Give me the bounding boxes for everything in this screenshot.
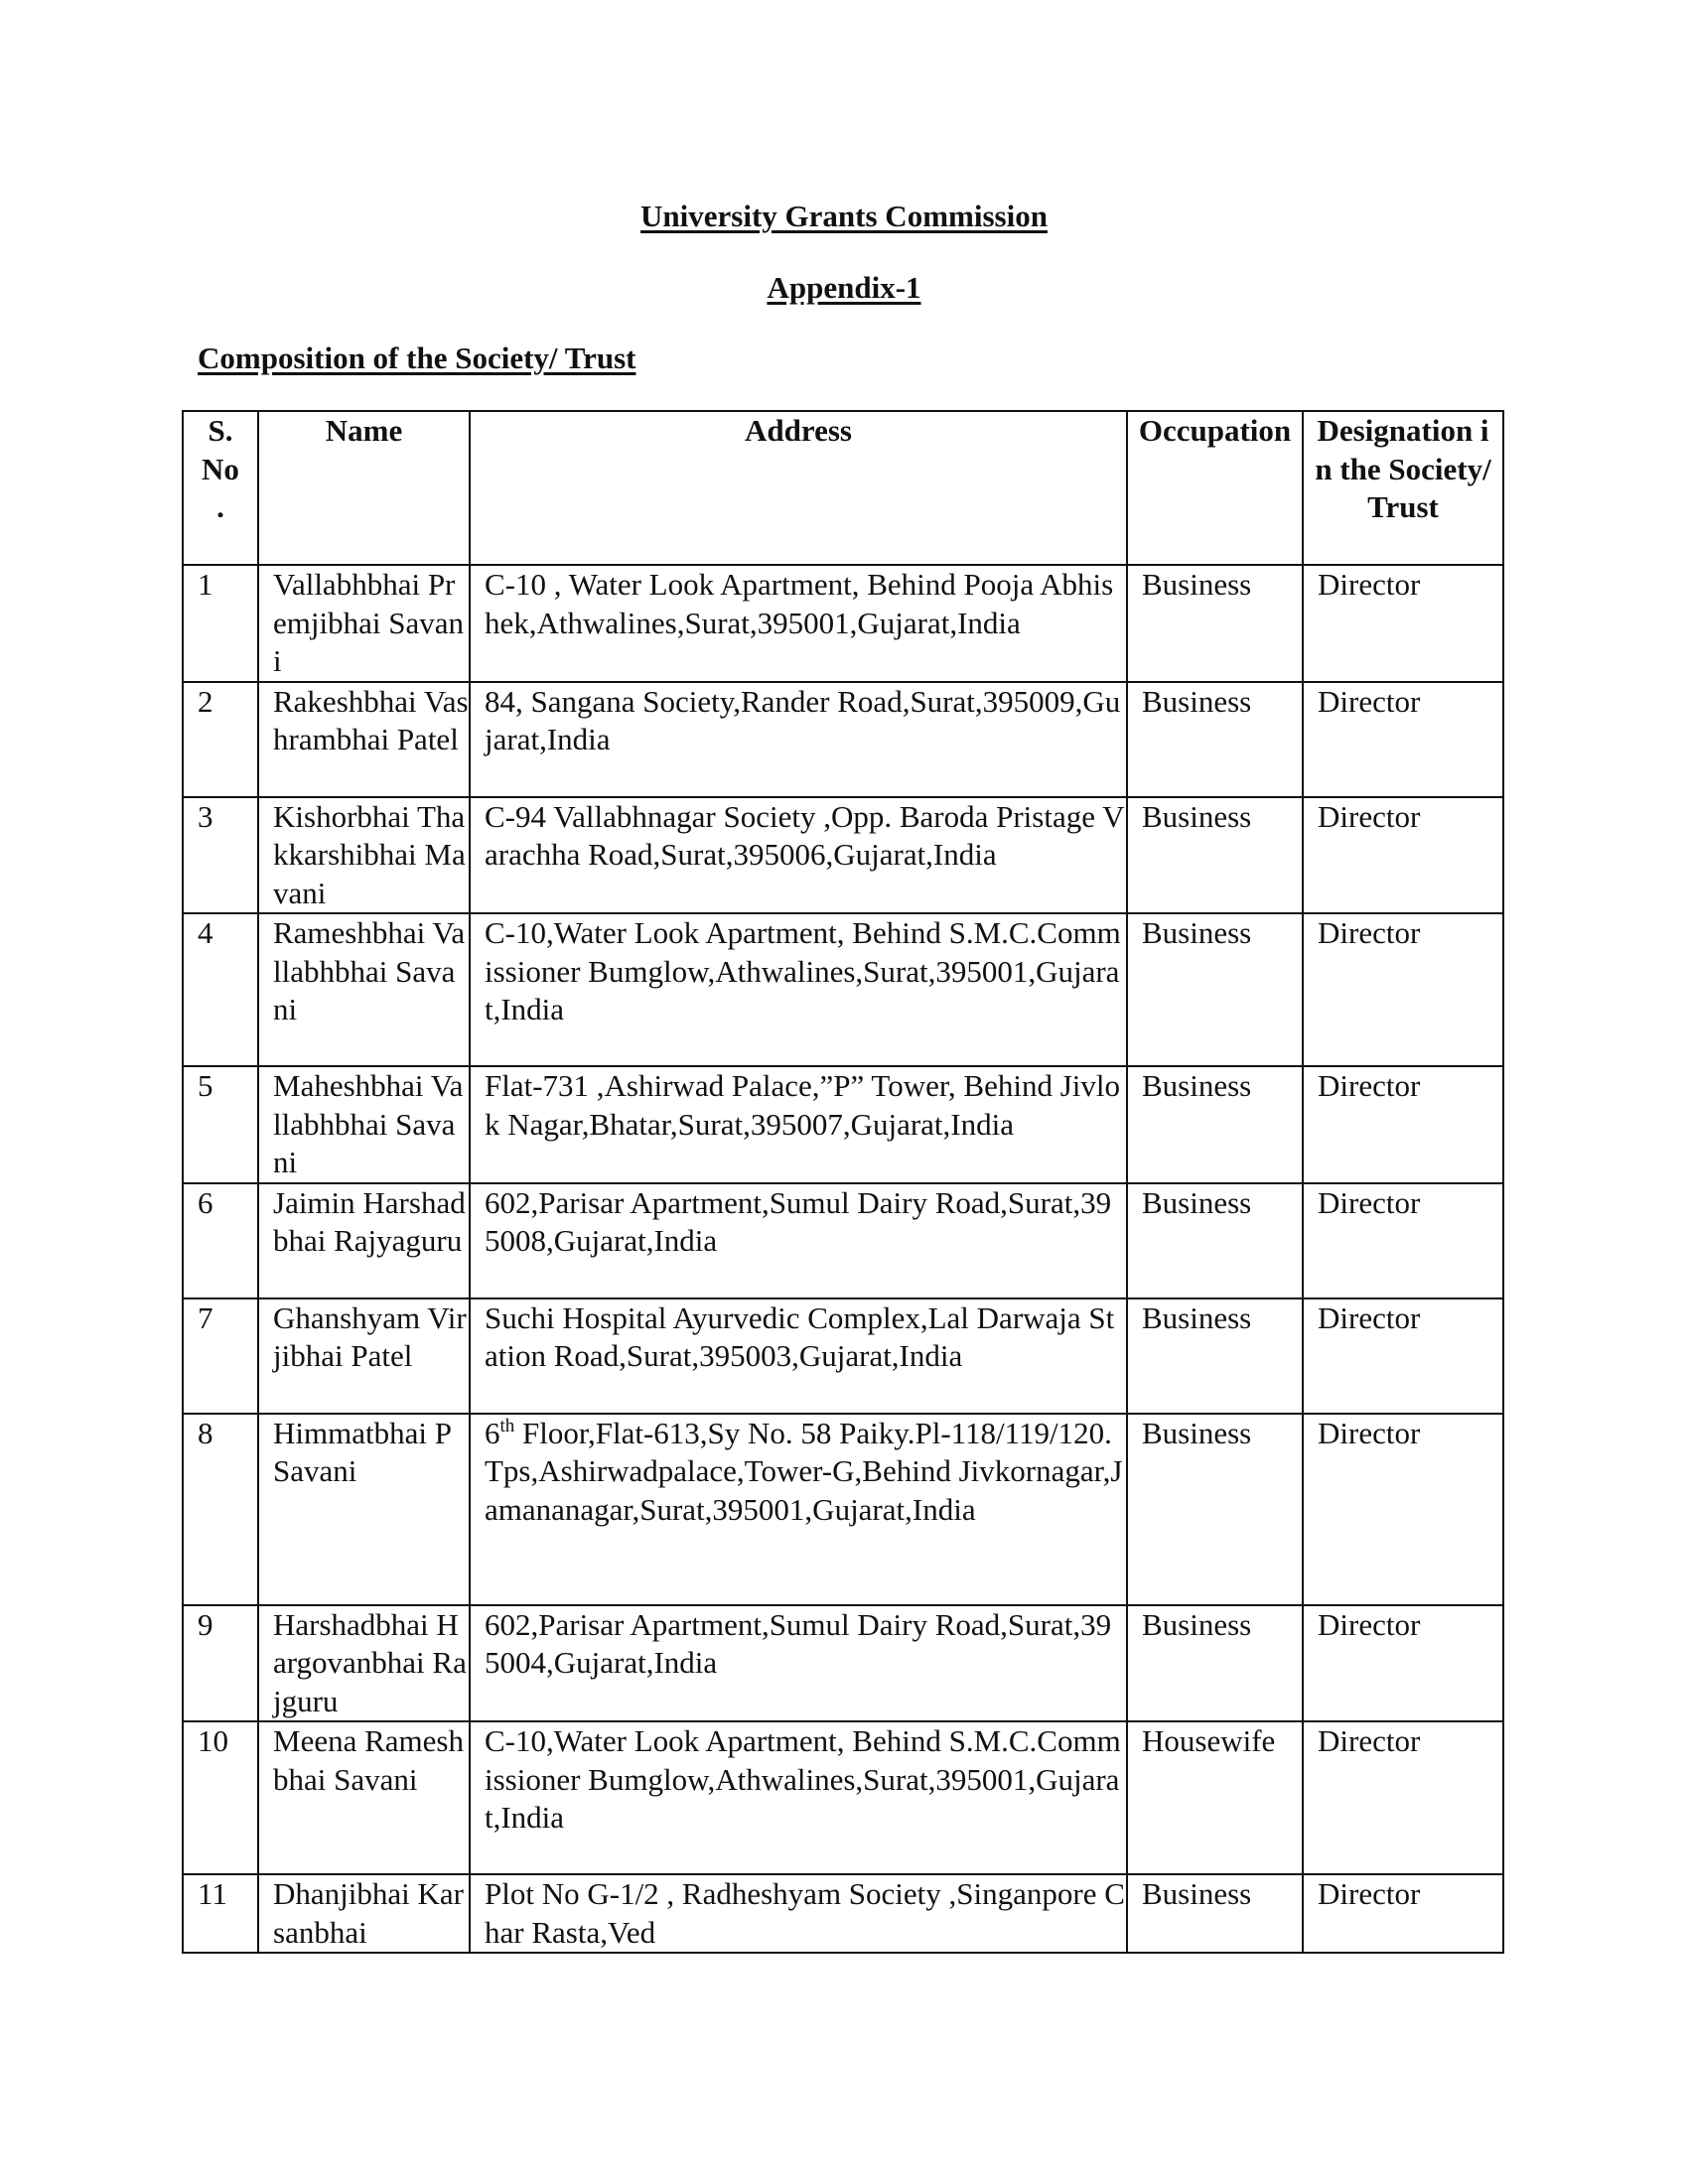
composition-table	[182, 410, 1504, 1954]
row-occupation: Business	[1127, 1605, 1303, 1722]
row-name: Maheshbhai Vallabhbhai Savani	[258, 1066, 470, 1183]
header-designation: Designation in the Society/Trust	[1303, 411, 1503, 565]
header-sno: S. No .	[183, 411, 258, 565]
row-designation: Director	[1303, 797, 1503, 914]
row-address: C-10 , Water Look Apartment, Behind Pooja Abhishek,Athwalines,Surat,395001,Gujarat,India	[470, 565, 1127, 682]
row-designation: Director	[1303, 1721, 1503, 1874]
row-address: C-94 Vallabhnagar Society ,Opp. Baroda Pristage Varachha Road,Surat,395006,Gujarat,India	[470, 797, 1127, 914]
row-name: Meena Rameshbhai Savani	[258, 1721, 470, 1874]
document-title: University Grants Commission	[640, 199, 1048, 233]
row-occupation: Business	[1127, 1066, 1303, 1183]
row-sno: 6	[183, 1183, 258, 1298]
row-name: Kishorbhai Thakkarshibhai Mavani	[258, 797, 470, 914]
ordinal-superscript: th	[499, 1415, 515, 1436]
row-occupation: Business	[1127, 565, 1303, 682]
row-occupation: Housewife	[1127, 1721, 1303, 1874]
section-heading: Composition of the Society/ Trust	[198, 341, 636, 375]
header-name: Name	[258, 411, 470, 565]
row-occupation: Business	[1127, 1298, 1303, 1414]
table-row	[183, 1298, 1503, 1414]
row-address: Suchi Hospital Ayurvedic Complex,Lal Darwaja Station Road,Surat,395003,Gujarat,India	[470, 1298, 1127, 1414]
row-name: Rakeshbhai Vashrambhai Patel	[258, 682, 470, 797]
table-row	[183, 1605, 1503, 1722]
row-name: Ghanshyam Virjibhai Patel	[258, 1298, 470, 1414]
table-row	[183, 682, 1503, 797]
row-occupation: Business	[1127, 913, 1303, 1066]
row-name: Harshadbhai Hargovanbhai Rajguru	[258, 1605, 470, 1722]
row-occupation: Business	[1127, 1874, 1303, 1953]
table-row	[183, 1066, 1503, 1183]
row-sno: 9	[183, 1605, 258, 1722]
row-name: Dhanjibhai Karsanbhai	[258, 1874, 470, 1953]
row-designation: Director	[1303, 1605, 1503, 1722]
row-name: Jaimin Harshadbhai Rajyaguru	[258, 1183, 470, 1298]
table-header-row	[183, 411, 1503, 565]
row-address: C-10,Water Look Apartment, Behind S.M.C.Commissioner Bumglow,Athwalines,Surat,395001,Gujarat,India	[470, 913, 1127, 1066]
row-address: 84, Sangana Society,Rander Road,Surat,395009,Gujarat,India	[470, 682, 1127, 797]
row-sno: 11	[183, 1874, 258, 1953]
row-designation: Director	[1303, 1066, 1503, 1183]
table-row	[183, 565, 1503, 682]
row-designation: Director	[1303, 565, 1503, 682]
row-designation: Director	[1303, 913, 1503, 1066]
row-name: Vallabhbhai Premjibhai Savani	[258, 565, 470, 682]
table-row	[183, 797, 1503, 914]
row-address: Flat-731 ,Ashirwad Palace,”P” Tower, Behind Jivlok Nagar,Bhatar,Surat,395007,Gujarat,India	[470, 1066, 1127, 1183]
row-designation: Director	[1303, 1298, 1503, 1414]
row-designation: Director	[1303, 1183, 1503, 1298]
row-designation: Director	[1303, 1874, 1503, 1953]
row-sno: 1	[183, 565, 258, 682]
appendix-heading: Appendix-1	[767, 270, 921, 305]
header-address: Address	[470, 411, 1127, 565]
row-sno: 5	[183, 1066, 258, 1183]
table-row	[183, 1874, 1503, 1953]
row-address: C-10,Water Look Apartment, Behind S.M.C.Commissioner Bumglow,Athwalines,Surat,395001,Gujarat,India	[470, 1721, 1127, 1874]
row-sno: 3	[183, 797, 258, 914]
row-sno: 10	[183, 1721, 258, 1874]
row-occupation: Business	[1127, 1183, 1303, 1298]
row-sno: 2	[183, 682, 258, 797]
table-row	[183, 1183, 1503, 1298]
table-row	[183, 1414, 1503, 1605]
table-row	[183, 913, 1503, 1066]
row-occupation: Business	[1127, 682, 1303, 797]
row-designation: Director	[1303, 1414, 1503, 1605]
row-address: 602,Parisar Apartment,Sumul Dairy Road,Surat,395004,Gujarat,India	[470, 1605, 1127, 1722]
row-occupation: Business	[1127, 1414, 1303, 1605]
row-sno: 7	[183, 1298, 258, 1414]
row-occupation: Business	[1127, 797, 1303, 914]
row-sno: 8	[183, 1414, 258, 1605]
row-sno: 4	[183, 913, 258, 1066]
row-address: Plot No G-1/2 , Radheshyam Society ,Singanpore Char Rasta,Ved	[470, 1874, 1127, 1953]
header-occupation: Occupation	[1127, 411, 1303, 565]
row-address: 602,Parisar Apartment,Sumul Dairy Road,Surat,395008,Gujarat,India	[470, 1183, 1127, 1298]
row-name: Himmatbhai P Savani	[258, 1414, 470, 1605]
row-address: 6th Floor,Flat-613,Sy No. 58 Paiky.Pl-118/119/120.Tps,Ashirwadpalace,Tower-G,Behind Jivkornagar,Jamananagar,Surat,395001,Gujarat,India	[470, 1414, 1127, 1605]
row-name: Rameshbhai Vallabhbhai Savani	[258, 913, 470, 1066]
table-row	[183, 1721, 1503, 1874]
row-designation: Director	[1303, 682, 1503, 797]
